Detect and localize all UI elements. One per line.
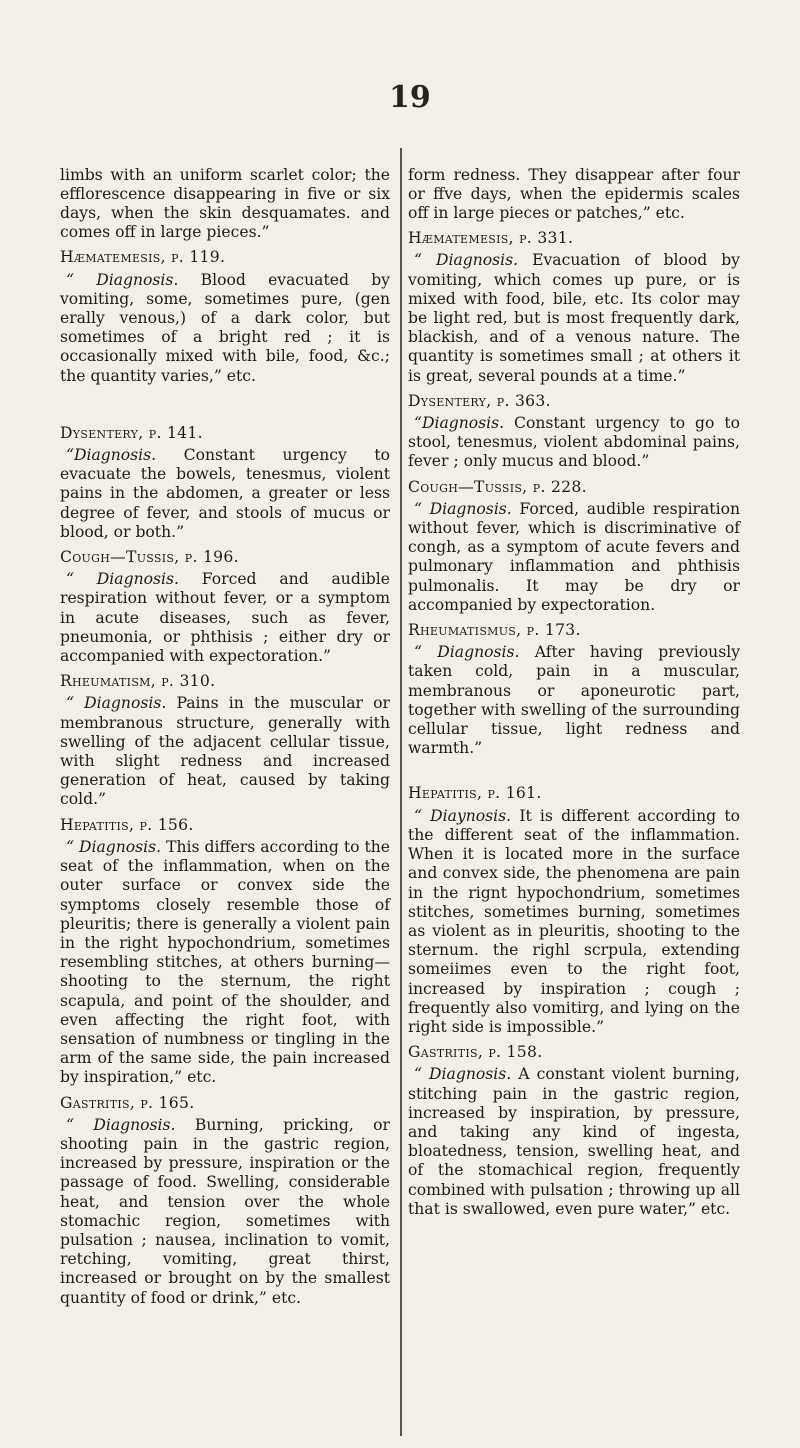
entry-heading: Hæmatemesis, p. 331. <box>408 229 574 248</box>
diagnosis-label: “ Diagnosis. <box>66 570 179 589</box>
right-column <box>408 150 740 1225</box>
entry-text: Blood evacuated by vomiting, some, sometimes pure, (gen erally venous,) of a dark color, but sometimes of a bright red ; it is occasionally mixed with bile, food, &c.; the quantity varies,” etc. <box>60 270 390 385</box>
diagnosis-label: “ Diagnosis. <box>66 1115 176 1134</box>
entry-gastritis-left <box>60 1094 390 1308</box>
diagnosis-label: “Diagnosis. <box>414 414 505 433</box>
entry-text: It is different according to the different seat of the inflammation. When it is located more in the surface and convex side, the phenomena are pain in the rignt hypochondrium, sometimes stitches, sometimes burning, sometimes as violent as in pleuritis, shooting to the sternum. the righl scrpula, extending someiimes even to the right foot, increased by inspiration ; cough ; frequently also vomitirg, and lying on the right side is impossible.” <box>408 806 740 1036</box>
diagnosis-label: “ Diagnosis. <box>66 837 162 856</box>
column-divider <box>400 148 402 1436</box>
entry-heading: Hæmatemesis, p. 119. <box>60 248 226 267</box>
entry-body <box>408 500 740 615</box>
entry-body <box>408 1065 740 1219</box>
entry-heading: Cough—Tussis, p. 196. <box>60 548 239 567</box>
entry-text: Evacuation of blood by vomiting, which comes up pure, or is mixed with food, bile, etc. Its color may be light red, but is most frequently dark, blackish, and of a venous nature. The quantity is sometimes small ; at others it is great, several pounds at a time.” <box>408 251 740 385</box>
entry-haematemesis-left <box>60 248 390 385</box>
left-intro: limbs with an uniform scarlet color; the efflorescence disappearing in five or six days, when the skin desquamates. and comes off in large pieces.” <box>60 165 390 242</box>
entry-body <box>60 570 390 666</box>
entry-text: After having previously taken cold, pain in a muscular, membranous or aponeurotic part, together with swelling of the surrounding cellular tissue, light redness and warmth.” <box>408 643 740 758</box>
entry-rheumatismus-right <box>408 621 740 758</box>
entry-dysentery-left <box>60 424 390 542</box>
entry-heading: Gastritis, p. 165. <box>60 1093 195 1112</box>
page-number: 19 <box>389 80 431 115</box>
entry-rheumatism-left <box>60 672 390 809</box>
diagnosis-label: “ Diagnosis. <box>414 251 519 270</box>
entry-heading: Hepatitis, p. 156. <box>60 815 194 834</box>
diagnosis-label: “Diagnosis. <box>66 446 157 465</box>
entry-dysentery-right <box>408 392 740 472</box>
entry-body <box>408 414 740 472</box>
right-intro: form redness. They disappear after four or ffve days, when the epidermis scales off in large pieces or patches,” etc. <box>408 165 740 222</box>
entry-text: A constant violent burning, stitching pain in the gastric region, increased by inspiration, by pressure, and taking any kind of ingesta, bloatedness, tension, swelling heat, and of the stomachical region, frequently combined with pulsation ; throwing up all that is swallowed, even pure water,” etc. <box>408 1065 740 1218</box>
entry-text: Forced, audible respiration without fever, which is discriminative of congh, as a symptom of acute fevers and pulmonary inflammation and phthisis pulmonalis. It may be dry or accompanied by expectoration. <box>408 499 740 614</box>
entry-text: Pains in the muscular or membranous structure, generally with swelling of the adjacent cellular tissue, with slight redness and increased generation of heat, caused by taking cold.” <box>60 694 391 809</box>
entry-heading: Rheumatismus, p. 173. <box>408 621 581 640</box>
entry-haematemesis-right <box>408 229 740 386</box>
entry-body <box>408 807 740 1037</box>
entry-body <box>60 838 390 1088</box>
entry-body <box>408 643 740 758</box>
entry-gastritis-right <box>408 1043 740 1219</box>
entry-body <box>60 271 390 386</box>
entry-heading: Dysentery, p. 363. <box>408 391 551 410</box>
diagnosis-label: “ Diagnosis. <box>414 1065 512 1084</box>
entry-text: Constant urgency to go to stool, tenesmus, violent abdominal pains, fever ; only mucus and blood.” <box>408 414 740 471</box>
entry-hepatitis-left <box>60 816 390 1088</box>
diagnosis-label: “ Diagnosis. <box>66 270 179 289</box>
left-column <box>60 150 390 1314</box>
entry-heading: Dysentery, p. 141. <box>60 423 203 442</box>
diagnosis-label: “ Diagnosis. <box>414 643 520 662</box>
entry-body <box>408 251 740 385</box>
entry-heading: Gastritis, p. 158. <box>408 1043 543 1062</box>
entry-body <box>60 446 390 542</box>
entry-text: Burning, pricking, or shooting pain in the gastric region, increased by pressure, inspiration or the passage of food. Swelling, considerable heat, and tension over the whole stomachic region, sometimes with pulsation ; nausea, inclination to vomit, retching, vomiting, great thirst, increased or brought on by the smallest quantity of food or drink,” etc. <box>60 1115 390 1307</box>
entry-body <box>60 694 390 809</box>
entry-text: Constant urgency to evacuate the bowels, tenesmus, violent pains in the abdomen, a greater or less degree of fever, and stools of mucus or blood, or both.” <box>60 446 390 541</box>
entry-heading: Hepatitis, p. 161. <box>408 784 542 803</box>
diagnosis-label: “ Diagnosis. <box>66 694 167 713</box>
entry-body <box>60 1116 390 1308</box>
entry-heading: Cough—Tussis, p. 228. <box>408 477 587 496</box>
diagnosis-label: “ Diagnosis. <box>414 499 512 518</box>
entry-cough-right <box>408 478 740 615</box>
entry-hepatitis-right <box>408 784 740 1037</box>
entry-heading: Rheumatism, p. 310. <box>60 672 216 691</box>
diagnosis-label: “ Diaynosis. <box>414 806 512 825</box>
entry-cough-left <box>60 548 390 666</box>
entry-text: This differs according to the seat of the inflammation, when on the outer surface or convex side the symptoms closely resemble those of pleuritis; there is generally a violent pain in the right hypochondrium, sometimes resembling stitches, at others burning—shooting to the sternum, the right scapula, and point of the shoulder, and even affecting the right foot, with sensation of numbness or tingling in the arm of the same side, the pain increased by inspiration,” etc. <box>60 837 390 1087</box>
entry-text: Forced and audible respiration without fever, or a symptom in acute diseases, such as fever, pneumonia, or phthisis ; either dry or accompanied with expectoration.” <box>60 570 391 666</box>
